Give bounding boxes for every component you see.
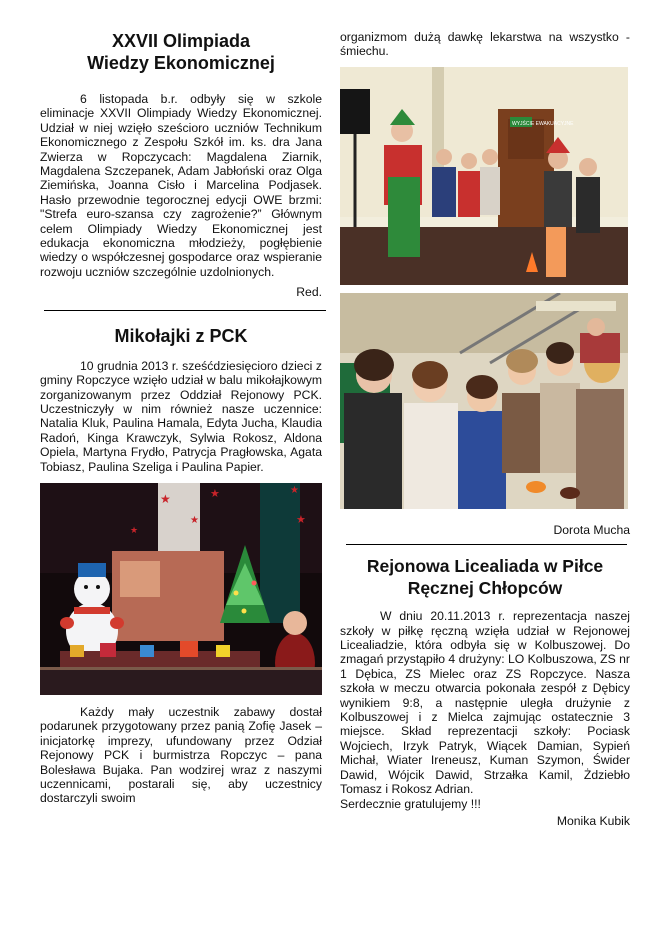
svg-text:★: ★ bbox=[290, 484, 299, 496]
mikolajki-stage-photo bbox=[40, 483, 322, 695]
licealiada-title-line2: Ręcznej Chłopców bbox=[407, 578, 563, 599]
mikolajki-continuation: organizmom dużą dawkę lekarstwa na wszystko - śmiechu. bbox=[340, 30, 630, 59]
mikolajki-body-1: 10 grudnia 2013 r. sześćdziesięcioro dzieci z gminy Ropczyce wzięło udział w balu mikołajkowym zorganizowanym przez Oddział Rejonowy PCK. Uczestniczyły w nim również nasze uczennice: Natalia Kluk, Paulina Hamala, Edyta Jucha, Klaudia Radoń, Kinga Krawczyk, Sylwia Rokosz, Aldona Opiela, Martyna Frydło, Patrycja Pragłowska, Agata Tobiasz, Paulina Szeliga i Paulina Papier. bbox=[40, 358, 322, 474]
mikolajki-body-2: Każdy mały uczestnik zabawy dostał podarunek przygotowany przez panią Zofię Jasek – inicjatorkę imprezy, ufundowany przez Odział Rejonowy PCK i burmistrza Ropczyc – pana Bolesława Bujaka. Pan wodzirej wraz z naszymi uczennicami, postarali się, aby uczestnicy dostarczyli swoim bbox=[40, 704, 322, 806]
svg-text:★: ★ bbox=[210, 487, 220, 500]
mikolajki-signature: Dorota Mucha bbox=[553, 522, 630, 537]
svg-text:★: ★ bbox=[190, 514, 199, 526]
right-column bbox=[340, 30, 630, 828]
elves-dance-photo bbox=[340, 67, 628, 285]
olimpiada-body: 6 listopada b.r. odbyły się w szkole eliminacje XXVII Olimpiady Wiedzy Ekonomicznej. Udział w niej wzięło sześcioro uczniów Technikum Ekonomicznego z Zespołu Szkół im. ks. dra Jana Zwierza w Ropczycach: Magdalena Ziarnik, Magdalena Szczepanek, Adam Jabłoński oraz Olga Ziemińska, Joanna Cisło i Marcelina Podjasek. Hasło przewodnie tegorocznej edycji OWE brzmi: "Strefa euro-szansa czy zagrożenie?” Głównym celem Olimpiady Wiedzy Ekonomicznej jest edukacja ekonomiczna młodzieży, pogłębienie wiedzy o współczesnej gospodarce oraz wspieranie rozwoju uczniów szczególnie uzdolnionych. bbox=[40, 92, 322, 279]
left-column bbox=[40, 30, 322, 806]
evacuation-sign: WYJŚCIE EWAKUACYJNE bbox=[512, 120, 574, 127]
olimpiada-title-line2: Wiedzy Ekonomicznej bbox=[87, 53, 275, 73]
section-divider bbox=[44, 310, 326, 311]
licealiada-title-line1: Rejonowa Licealiada w Piłce bbox=[366, 556, 604, 577]
svg-text:★: ★ bbox=[130, 524, 139, 535]
licealiada-title bbox=[340, 555, 630, 599]
olimpiada-title-line1: XXVII Olimpiada bbox=[111, 31, 251, 51]
students-group-photo bbox=[340, 293, 628, 509]
olimpiada-title bbox=[40, 30, 322, 74]
mikolajki-title: Mikołajki z PCK bbox=[114, 325, 248, 346]
olimpiada-signature: Red. bbox=[296, 285, 322, 300]
licealiada-body: W dniu 20.11.2013 r. reprezentacja naszej szkoły w piłkę ręczną wzięła udział w Rejonowej Licealiadzie, która odbyła się w Kolbuszowej. Do zmagań przystąpiło 4 drużyny: LO Kolbuszowa, ZS nr 1 Dębica, ZS Mielec oraz ZS Ropczyce. Nasza szkoła w meczu otwarcia pokonała zespół z Dębicy wynikiem 9:8, a następnie uległa drużynie z Kolbuszowej i z Mielca zajmując ostatecznie 3 miejsce. Skład reprezentacji szkoły: Pociask Wojciech, Irzyk Patryk, Wiącek Damian, Sypień Michał, Wiater Ireneusz, Kuman Szymon, Świder Dawid, Wójcik Dawid, Strzałka Kamil, Żdziebło Tomasz i Rokosz Adrian. bbox=[340, 609, 630, 797]
svg-text:★: ★ bbox=[296, 513, 306, 526]
licealiada-signature: Monika Kubik bbox=[556, 813, 630, 828]
svg-text:★: ★ bbox=[160, 491, 171, 506]
section-divider-2 bbox=[346, 544, 627, 545]
licealiada-closing: Serdecznie gratulujemy !!! bbox=[340, 796, 481, 811]
